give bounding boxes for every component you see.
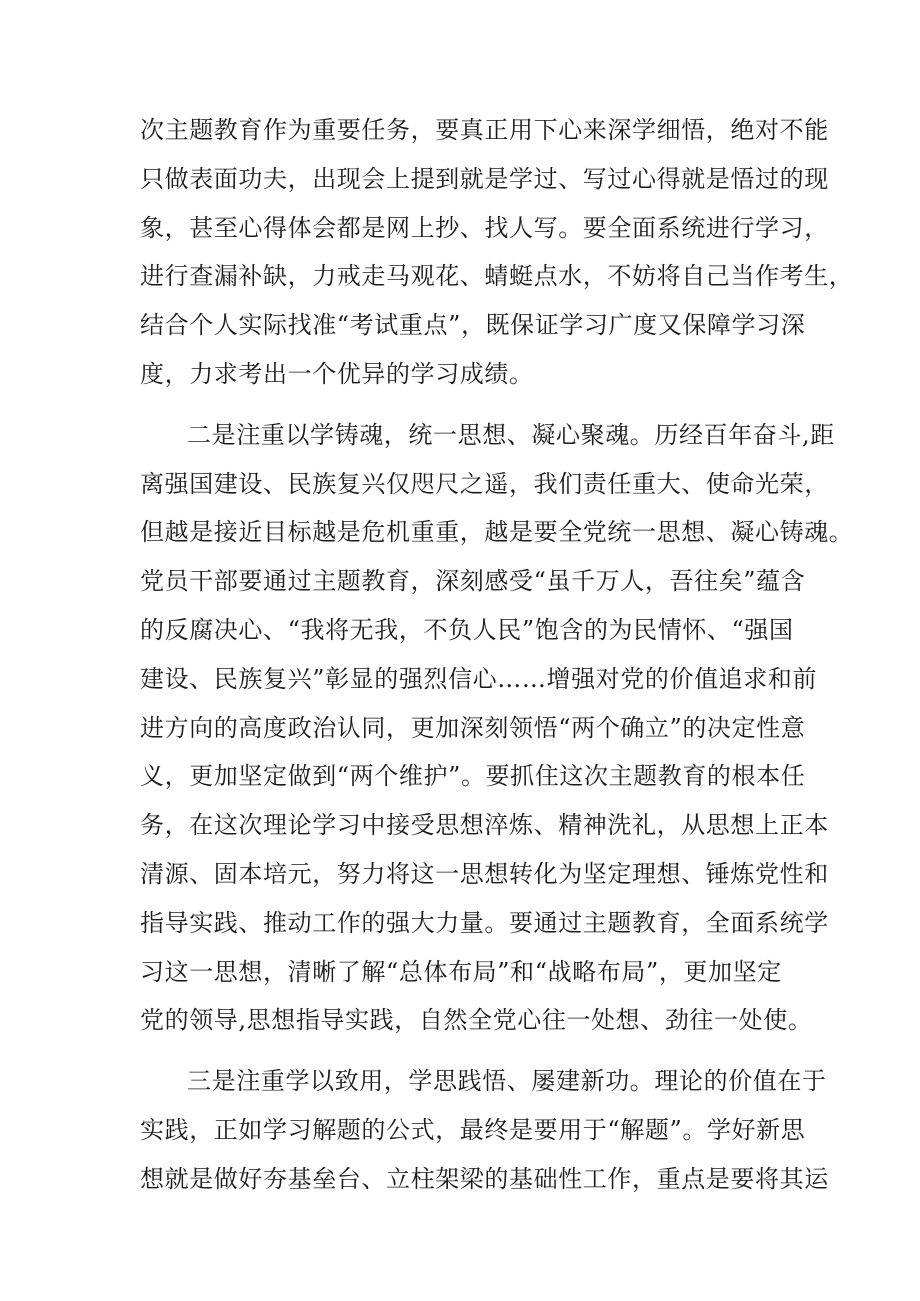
text-line-first: 二是注重以学铸魂，统一思想、凝心聚魂。历经百年奋斗,距 [187, 420, 835, 449]
paragraph-1 [140, 106, 854, 399]
text-line: 离强国建设、民族复兴仅咫尺之遥，我们责任重大、使命光荣， [140, 469, 829, 498]
text-line: 的反腐决心、“我将无我，不负人民”饱含的为民情怀、“强国 [140, 615, 794, 644]
text-line-first: 三是注重学以致用，学思践悟、屡建新功。理论的价值在于 [187, 1067, 827, 1096]
text-line: 只做表面功夫，出现会上提到就是学过、写过心得就是悟过的现 [140, 164, 829, 193]
text-line: 实践，正如学习解题的公式，最终是要用于“解题”。学好新思 [140, 1115, 806, 1144]
paragraph-2 [140, 411, 854, 1045]
text-line: 建设、民族复兴”彰显的强烈信心……增强对党的价值追求和前 [140, 664, 818, 693]
text-line: 度，力求考出一个优异的学习成绩。 [140, 359, 534, 388]
text-line: 但越是接近目标越是危机重重，越是要全党统一思想、凝心铸魂。 [140, 518, 854, 547]
text-line: 想就是做好夯基垒台、立柱架梁的基础性工作，重点是要将其运 [140, 1164, 829, 1193]
text-line: 象，甚至心得体会都是网上抄、找人写。要全面系统进行学习， [140, 213, 829, 242]
text-line: 指导实践、推动工作的强大力量。要通过主题教育，全面系统学 [140, 908, 829, 937]
paragraph-spacer [140, 1045, 800, 1057]
text-line: 义，更加坚定做到“两个维护”。要抓住这次主题教育的根本任 [140, 762, 806, 791]
text-line: 党的领导,思想指导实践，自然全党心往一处想、劲往一处使。 [140, 1006, 813, 1035]
text-line: 次主题教育作为重要任务，要真正用下心来深学细悟，绝对不能 [140, 116, 829, 144]
text-line: 党员干部要通过主题教育，深刻感受“虽千万人，吾往矣”蕴含 [140, 567, 806, 596]
text-line: 务，在这次理论学习中接受思想淬炼、精神洗礼，从思想上正本 [140, 811, 829, 840]
text-line: 进行查漏补缺，力戒走马观花、蜻蜓点水，不妨将自己当作考生， [140, 262, 854, 291]
paragraph-spacer [140, 399, 800, 411]
text-line: 清源、固本培元，努力将这一思想转化为坚定理想、锤炼党性和 [140, 859, 829, 888]
paragraph-3 [140, 1057, 829, 1203]
document-body [140, 106, 854, 1204]
text-line: 习这一思想，清晰了解“总体布局”和“战略布局”，更加坚定 [140, 957, 782, 986]
text-line: 结合个人实际找准“考试重点”，既保证学习广度又保障学习深 [140, 311, 806, 340]
text-line: 进方向的高度政治认同，更加深刻领悟“两个确立”的决定性意 [140, 713, 806, 742]
